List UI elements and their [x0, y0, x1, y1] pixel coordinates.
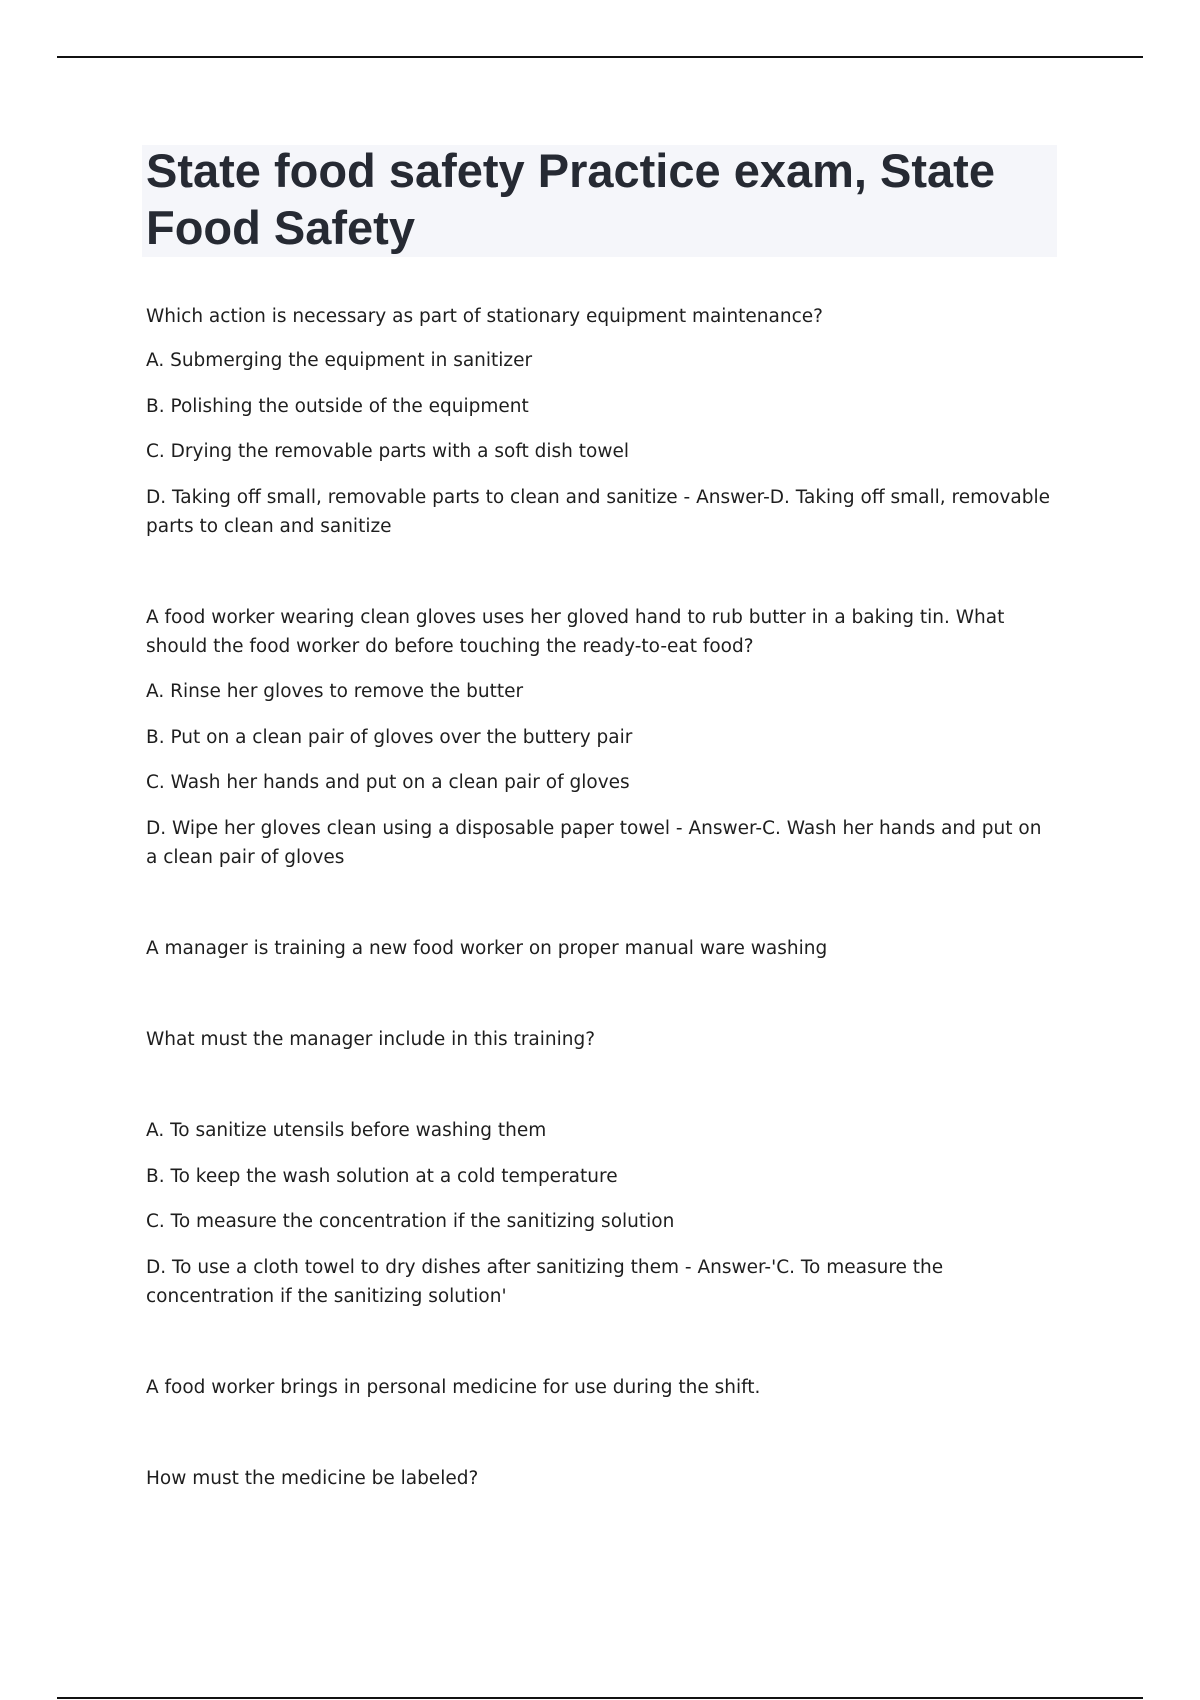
question-3-prompt: A manager is training a new food worker on proper manual ware washing — [146, 938, 828, 959]
question-2-prompt: A food worker wearing clean gloves uses her gloved hand to rub butter in a baking tin. What should the food worker do before touching the ready-to-eat food? — [146, 607, 1005, 657]
question-2-option-d: D. Wipe her gloves clean using a disposable paper towel - Answer-C. Wash her hands and put on a clean pair of gloves — [146, 818, 1042, 868]
document-title: State food safety Practice exam, State Food Safety — [146, 144, 995, 254]
top-rule — [57, 56, 1143, 58]
question-4-subprompt: How must the medicine be labeled? — [146, 1468, 479, 1489]
question-2-option-a: A. Rinse her gloves to remove the butter — [146, 681, 524, 702]
question-1-prompt: Which action is necessary as part of stationary equipment maintenance? — [146, 306, 823, 327]
question-3-option-c: C. To measure the concentration if the sanitizing solution — [146, 1211, 675, 1232]
question-3-option-d: D. To use a cloth towel to dry dishes after sanitizing them - Answer-'C. To measure the concentration if the sanitizing solution' — [146, 1257, 944, 1307]
question-3-subprompt: What must the manager include in this training? — [146, 1029, 596, 1050]
question-1-option-d: D. Taking off small, removable parts to clean and sanitize - Answer-D. Taking off small, removable parts to clean and sanitize — [146, 487, 1050, 537]
question-1-option-c: C. Drying the removable parts with a soft dish towel — [146, 441, 629, 462]
question-3-option-b: B. To keep the wash solution at a cold temperature — [146, 1166, 618, 1187]
question-1-option-a: A. Submerging the equipment in sanitizer — [146, 350, 533, 371]
question-3-option-a: A. To sanitize utensils before washing them — [146, 1120, 547, 1141]
question-1-option-b: B. Polishing the outside of the equipment — [146, 396, 529, 417]
question-4-prompt: A food worker brings in personal medicine for use during the shift. — [146, 1377, 761, 1398]
question-2-option-c: C. Wash her hands and put on a clean pair of gloves — [146, 772, 630, 793]
question-2-option-b: B. Put on a clean pair of gloves over the buttery pair — [146, 727, 633, 748]
bottom-rule — [57, 1697, 1143, 1699]
